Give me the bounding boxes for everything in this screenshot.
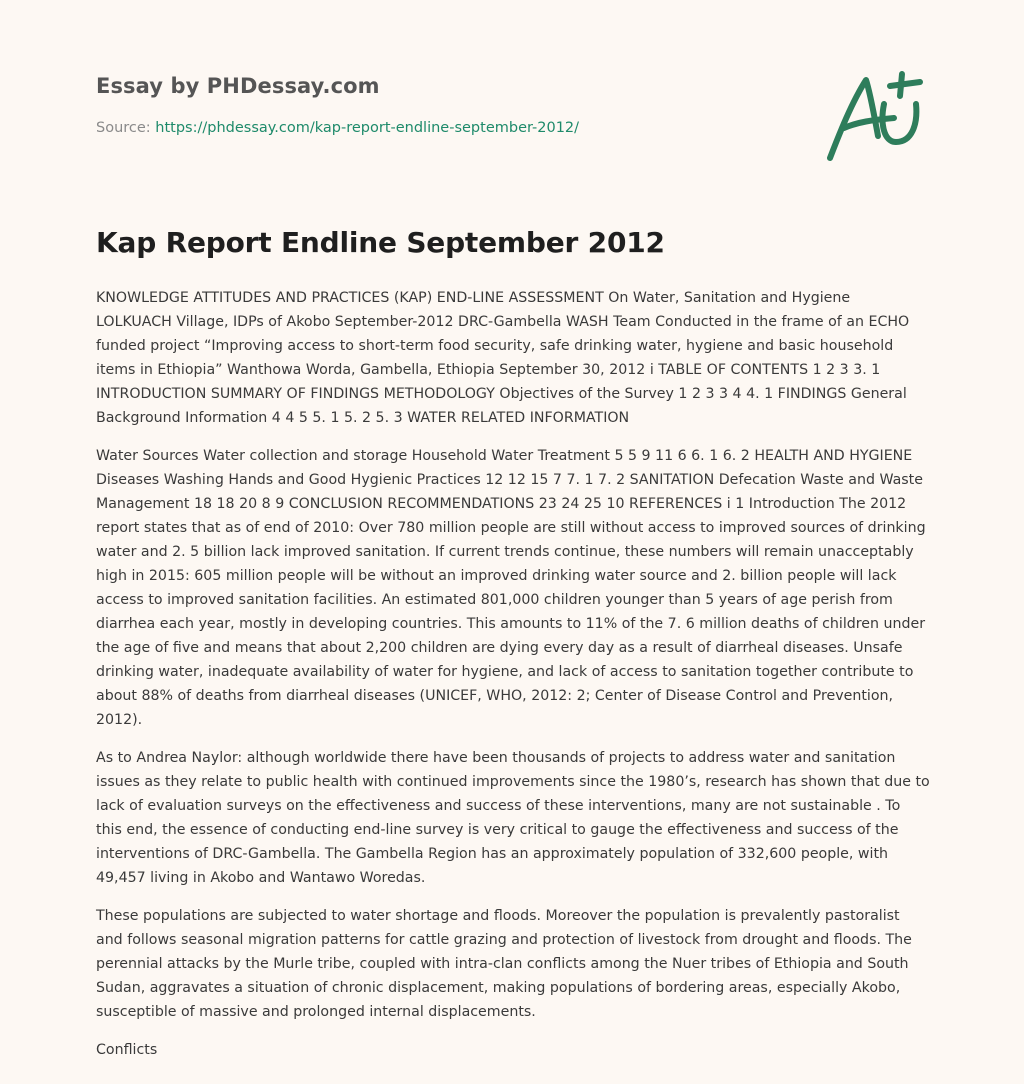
page-title: Kap Report Endline September 2012 — [96, 226, 665, 259]
paragraph: Conflicts — [96, 1042, 158, 1058]
paragraph: Water Sources Water collection and storage Household Water Treatment 5 5 9 11 6 6. 1 6. 2 HEALTH AND HYGIENE Diseases Washing Hands and Good Hygienic Practices 12 12 15 7 7. 1 7. 2 SANITATION Defecation Waste and Waste Management 18 18 20 8 9 CONCLUSION RECOMMENDATIONS 23 24 25 10 REFERENCES i 1 Introduction The 2012 report states that as of end of 2010: Over 780 million people are still without access to improved sources of drinking water and 2. 5 billion lack improved sanitation. If current trends continue, these numbers will remain unacceptably high in 2015: 605 million people will be without an improved drinking water source and 2. billion people will lack access to improved sanitation facilities. An estimated 801,000 children younger than 5 years of age perish from diarrhea each year, mostly in developing countries. This amounts to 11% of the 7. 6 million deaths of children under the age of five and means that about 2,200 children are dying every day as a result of diarrheal diseases. Unsafe drinking water, inadequate availability of water for hygiene, and lack of access to sanitation together contribute to about 88% of deaths from diarrheal diseases (UNICEF, WHO, 2012: 2; Center of Disease Control and Prevention, 2012). — [96, 448, 926, 728]
page-header — [96, 74, 796, 136]
a-plus-logo-icon — [818, 62, 938, 172]
paragraph: As to Andrea Naylor: although worldwide there have been thousands of projects to address water and sanitation issues as they relate to public health with continued improvements since the 1980’s, research has shown that due to lack of evaluation surveys on the effectiveness and success of these interventions, many are not sustainable . To this end, the essence of conducting end-line survey is very critical to gauge the effectiveness and success of the interventions of DRC-Gambella. The Gambella Region has an approximately population of 332,600 people, with 49,457 living in Akobo and Wantawo Woredas. — [96, 750, 930, 886]
site-title: Essay by PHDessay.com — [96, 74, 380, 98]
source-link[interactable]: https://phdessay.com/kap-report-endline-september-2012/ — [155, 120, 580, 136]
paragraph: KNOWLEDGE ATTITUDES AND PRACTICES (KAP) END-LINE ASSESSMENT On Water, Sanitation and Hygiene LOLKUACH Village, IDPs of Akobo September-2012 DRC-Gambella WASH Team Conducted in the frame of an ECHO funded project “Improving access to short-term food security, safe drinking water, hygiene and basic household items in Ethiopia” Wanthowa Worda, Gambella, Ethiopia September 30, 2012 i TABLE OF CONTENTS 1 2 3 3. 1 INTRODUCTION SUMMARY OF FINDINGS METHODOLOGY Objectives of the Survey 1 2 3 3 4 4. 1 FINDINGS General Background Information 4 4 5 5. 1 5. 2 5. 3 WATER RELATED INFORMATION — [96, 290, 910, 426]
paragraph: These populations are subjected to water shortage and floods. Moreover the population is prevalently pastoralist and follows seasonal migration patterns for cattle grazing and protection of livestock from drought and floods. The perennial attacks by the Murle tribe, coupled with intra-clan conflicts among the Nuer tribes of Ethiopia and South Sudan, aggravates a situation of chronic displacement, making populations of bordering areas, especially Akobo, susceptible of massive and prolonged internal displacements. — [96, 908, 912, 1020]
source-line — [96, 120, 796, 136]
article-body — [96, 286, 930, 1076]
source-label: Source: — [96, 120, 151, 136]
